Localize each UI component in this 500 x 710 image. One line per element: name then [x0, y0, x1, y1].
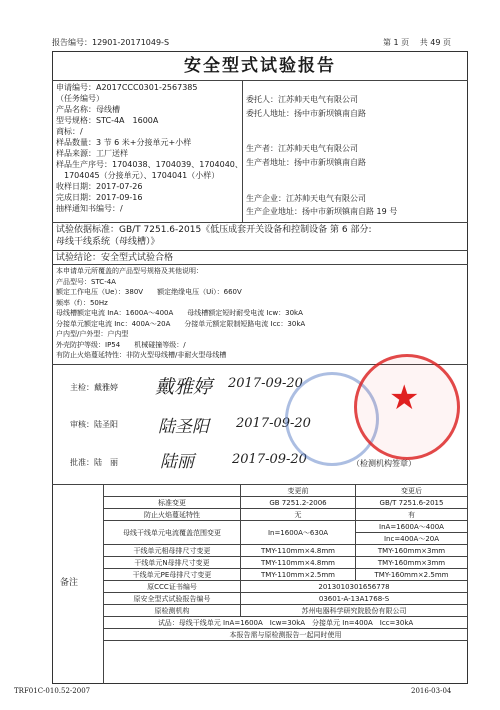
- producer-address: 生产者地址：扬中市新坝镇南自路: [246, 158, 366, 167]
- table-row: [104, 629, 468, 641]
- table-cell: 试品：母线干线单元 InA=1600A Icw=30kA 分接单元 In=400A Icc=30kA: [104, 617, 468, 629]
- standard-line: 母线干线系统（母线槽）》: [56, 237, 160, 247]
- table-cell: Inc=400A～20A: [356, 533, 468, 545]
- page-title: 安全型式试验报告: [184, 56, 336, 76]
- table-cell: TMY-110mm×4.8mm: [241, 557, 356, 569]
- application-info: [56, 82, 243, 214]
- info-line: 型号规格：STC-4A 1600A: [56, 116, 159, 125]
- divider: [52, 80, 468, 81]
- table-cell: 干线单元N母排尺寸变更: [104, 557, 241, 569]
- product-description: [56, 266, 305, 361]
- inspector-label: 主检：戴雅婷: [70, 383, 118, 392]
- desc-line: 分接单元额定电流 Inc：400A～20A 分接单元额定限制短路电流 Icc：30kA: [56, 319, 306, 328]
- approver-date: 2017-09-20: [232, 452, 307, 467]
- table-cell: 变更后: [356, 485, 468, 497]
- table-cell: 干线单元PE母排尺寸变更: [104, 569, 241, 581]
- table-header-row: [104, 485, 468, 497]
- change-table: [103, 484, 468, 641]
- info-line: 抽样通知书编号：/: [56, 204, 123, 213]
- table-cell: 无: [241, 509, 356, 521]
- table-cell: 原CCC证书编号: [104, 581, 241, 593]
- table-cell: TMY-160mm×2.5mm: [356, 569, 468, 581]
- reviewer-date: 2017-09-20: [236, 416, 311, 431]
- table-row: [104, 605, 468, 617]
- info-line: 产品名称：母线槽: [56, 105, 120, 114]
- desc-line: 额定工作电压（Ue）：380V 额定绝缘电压（Ui）：660V: [56, 288, 242, 296]
- table-cell: 原检测机构: [104, 605, 241, 617]
- info-line: （任务编号）: [56, 94, 104, 103]
- table-cell: 原安全型式试验报告编号: [104, 593, 241, 605]
- approver-signature: 陆丽: [160, 452, 194, 472]
- table-cell: GB 7251.2-2006: [241, 497, 356, 509]
- table-cell: 苏州电器科学研究院股份有限公司: [241, 605, 468, 617]
- table-cell: 2013010301656778: [241, 581, 468, 593]
- producer-name: 生产者：江苏帅天电气有限公司: [246, 144, 358, 153]
- table-row: [104, 581, 468, 593]
- remarks-label: 备注: [60, 578, 79, 588]
- table-cell: 母线干线单元电流覆盖范围变更: [104, 521, 241, 545]
- table-cell: 干线单元相母排尺寸变更: [104, 545, 241, 557]
- star-icon: ★: [389, 378, 420, 418]
- approver-label: 批准：陆 丽: [70, 458, 118, 467]
- client-name: 委托人：江苏帅天电气有限公司: [246, 95, 358, 104]
- table-cell: 变更前: [241, 485, 356, 497]
- client-address: 委托人地址：扬中市新坝镇南自路: [246, 109, 366, 118]
- table-cell: TMY-160mm×3mm: [356, 545, 468, 557]
- info-line: 1704045（分接单元）、1704041（小样）: [56, 171, 220, 180]
- divider: [52, 222, 468, 223]
- test-standard: [56, 224, 372, 248]
- form-code: TRF01C-010.52-2007: [14, 687, 91, 695]
- desc-line: 母线槽额定电流 InA：1600A～400A 母线槽额定短时耐受电流 Icw：30kA: [56, 309, 303, 317]
- table-cell: 03601-A-13A1768-S: [241, 593, 468, 605]
- table-row: [104, 545, 468, 557]
- table-row: [104, 497, 468, 509]
- info-line: 样品来源：工厂送样: [56, 149, 128, 158]
- manufacturer-address: 生产企业地址：扬中市新坝镇南自路 19 号: [246, 207, 398, 216]
- reviewer-label: 审核：陆圣阳: [70, 420, 118, 429]
- info-line: 收样日期：2017-07-26: [56, 182, 143, 191]
- desc-line: 频率（f）：50Hz: [56, 298, 108, 307]
- table-cell: InA=1600A～400A: [356, 521, 468, 533]
- table-row: [104, 617, 468, 629]
- info-line: 样品数量：3 节 6 米+分接单元+小样: [56, 138, 192, 147]
- institution-seal: [354, 354, 460, 460]
- table-cell: [104, 485, 241, 497]
- info-line: 完成日期：2017-09-16: [56, 193, 143, 202]
- info-line: 样品生产序号：1704038、1704039、1704040、: [56, 160, 243, 169]
- divider: [52, 264, 468, 265]
- table-cell: 防止火焰蔓延特性: [104, 509, 241, 521]
- inspector-signature: 戴雅婷: [155, 376, 213, 398]
- info-line: 申请编号：A2017CCC0301-2567385: [56, 83, 198, 92]
- table-cell: TMY-110mm×2.5mm: [241, 569, 356, 581]
- table-row: [104, 509, 468, 521]
- standard-line: 试验依据标准：GB/T 7251.6-2015《低压成套开关设备和控制设备 第 6 部分:: [56, 225, 372, 235]
- table-cell: GB/T 7251.6-2015: [356, 497, 468, 509]
- desc-line: 外壳防护等级：IP54 机械碰撞等级：/: [56, 340, 186, 349]
- test-conclusion: 试验结论：安全型式试验合格: [56, 253, 174, 263]
- table-cell: TMY-110mm×4.8mm: [241, 545, 356, 557]
- table-row: [104, 557, 468, 569]
- table-cell: 本报告需与原检测报告一起同时使用: [104, 629, 468, 641]
- report-number: 报告编号：12901-20171049-S: [52, 38, 170, 47]
- table-row: [104, 593, 468, 605]
- divider: [52, 250, 468, 251]
- table-cell: 标准变更: [104, 497, 241, 509]
- desc-line: 本申请单元所覆盖的产品型号规格及其他说明：: [56, 267, 203, 275]
- desc-line: 产品型号：STC-4A: [56, 277, 116, 286]
- desc-line: 户内型/户外型：户内型: [56, 330, 129, 338]
- desc-line: 有防止火焰蔓延特性：非防火型母线槽/非耐火型母线槽: [56, 351, 227, 359]
- table-cell: In=1600A～630A: [241, 521, 356, 545]
- page-info: 第 1 页 共 49 页: [383, 38, 451, 47]
- stamp-caption: （检测机构签章）: [352, 459, 416, 468]
- table-cell: TMY-160mm×3mm: [356, 557, 468, 569]
- inspector-date: 2017-09-20: [228, 376, 303, 391]
- table-cell: 有: [356, 509, 468, 521]
- form-date: 2016-03-04: [411, 687, 452, 695]
- table-row: [104, 569, 468, 581]
- info-line: 商标：/: [56, 127, 83, 136]
- manufacturer-name: 生产企业：江苏帅天电气有限公司: [246, 194, 366, 203]
- table-row: [104, 521, 468, 533]
- reviewer-signature: 陆圣阳: [158, 417, 209, 437]
